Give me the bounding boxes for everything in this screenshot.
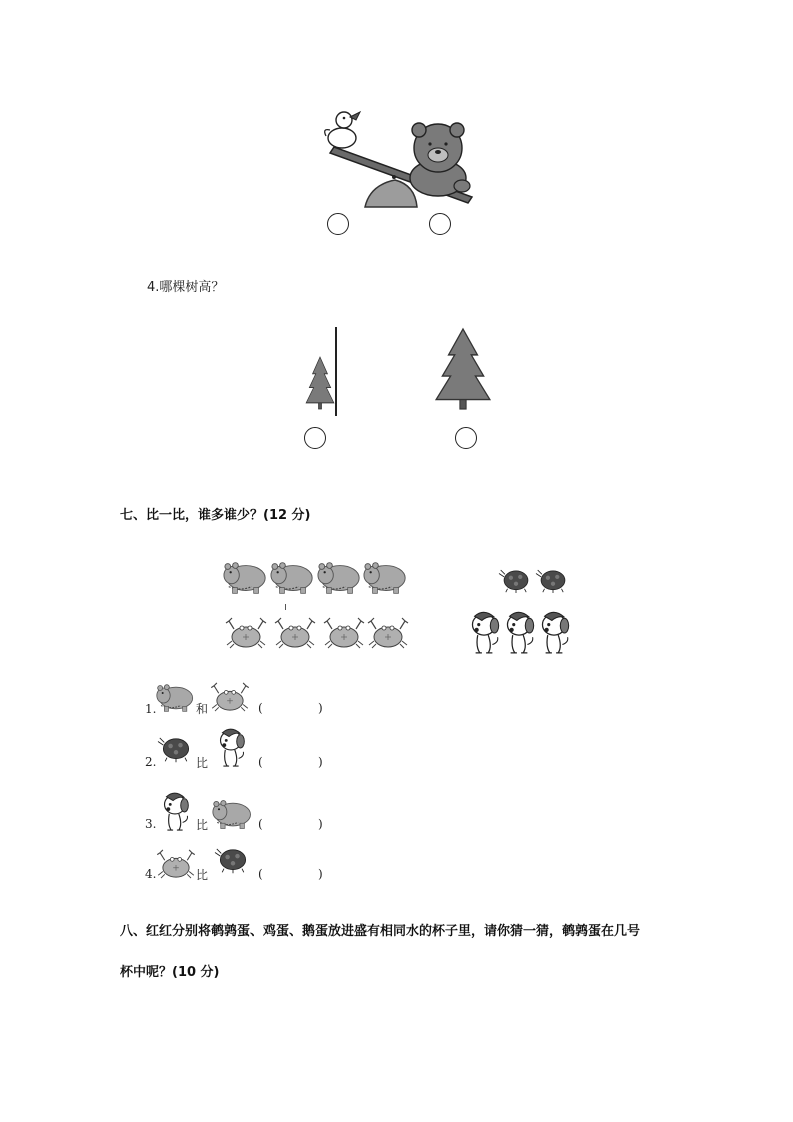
item-3-number: 3.: [145, 817, 157, 831]
answer-blank-3[interactable]: [258, 817, 328, 831]
item-1-number: 1.: [145, 702, 157, 716]
item-1-word: 和: [196, 702, 209, 716]
seesaw-duck-bear-icon: [320, 100, 480, 215]
hippo-icon: [363, 560, 409, 596]
item-2-word: 比: [196, 756, 209, 770]
answer-circle-big-tree[interactable]: [455, 427, 477, 449]
paren-open: (: [258, 867, 263, 881]
crab-icon: [211, 682, 249, 712]
crab-icon: [157, 849, 195, 879]
hippo-icon: [156, 682, 196, 714]
puppy-icon: [215, 728, 247, 768]
big-tree-icon: [432, 329, 494, 409]
crab-icon: [226, 617, 266, 649]
paren-open: (: [258, 701, 263, 715]
hippo-icon: [212, 798, 254, 831]
answer-blank-1[interactable]: [258, 701, 328, 715]
hippo-icon: [223, 560, 269, 596]
section-7-title: 七、比一比，谁多谁少？(12 分): [120, 508, 311, 523]
answer-circle-bear[interactable]: [429, 213, 451, 235]
ladybug-icon: [499, 569, 533, 595]
question-4-text: 4.哪棵树高？: [147, 280, 225, 295]
paren-close: ): [318, 817, 323, 831]
divider-dash: [285, 604, 286, 610]
puppy-icon: [159, 792, 191, 832]
paren-close: ): [318, 701, 323, 715]
item-4-number: 4.: [145, 867, 157, 881]
answer-circle-small-tree[interactable]: [304, 427, 326, 449]
answer-blank-4[interactable]: [258, 867, 328, 881]
puppy-icon: [537, 611, 571, 655]
answer-circle-duck[interactable]: [327, 213, 349, 235]
paren-open: (: [258, 817, 263, 831]
item-3-word: 比: [196, 818, 209, 832]
puppy-icon: [467, 611, 501, 655]
hippo-icon: [270, 560, 316, 596]
section-8-line-1: 八、红红分别将鹌鹑蛋、鸡蛋、鹅蛋放进盛有相同水的杯子里，请你猜一猜，鹌鹑蛋在几号: [120, 924, 641, 939]
crab-icon: [324, 617, 364, 649]
ladybug-icon: [158, 737, 194, 764]
item-4-word: 比: [196, 868, 209, 882]
answer-blank-2[interactable]: [258, 755, 328, 769]
ladybug-icon: [215, 848, 251, 875]
section-8-line-2: 杯中呢？(10 分): [120, 965, 220, 980]
paren-close: ): [318, 867, 323, 881]
paren-close: ): [318, 755, 323, 769]
crab-icon: [368, 617, 408, 649]
height-reference-line: [335, 327, 337, 416]
ladybug-icon: [536, 569, 570, 595]
puppy-icon: [502, 611, 536, 655]
crab-icon: [275, 617, 315, 649]
item-2-number: 2.: [145, 755, 157, 769]
paren-open: (: [258, 755, 263, 769]
hippo-icon: [317, 560, 363, 596]
small-tree-icon: [304, 357, 336, 409]
